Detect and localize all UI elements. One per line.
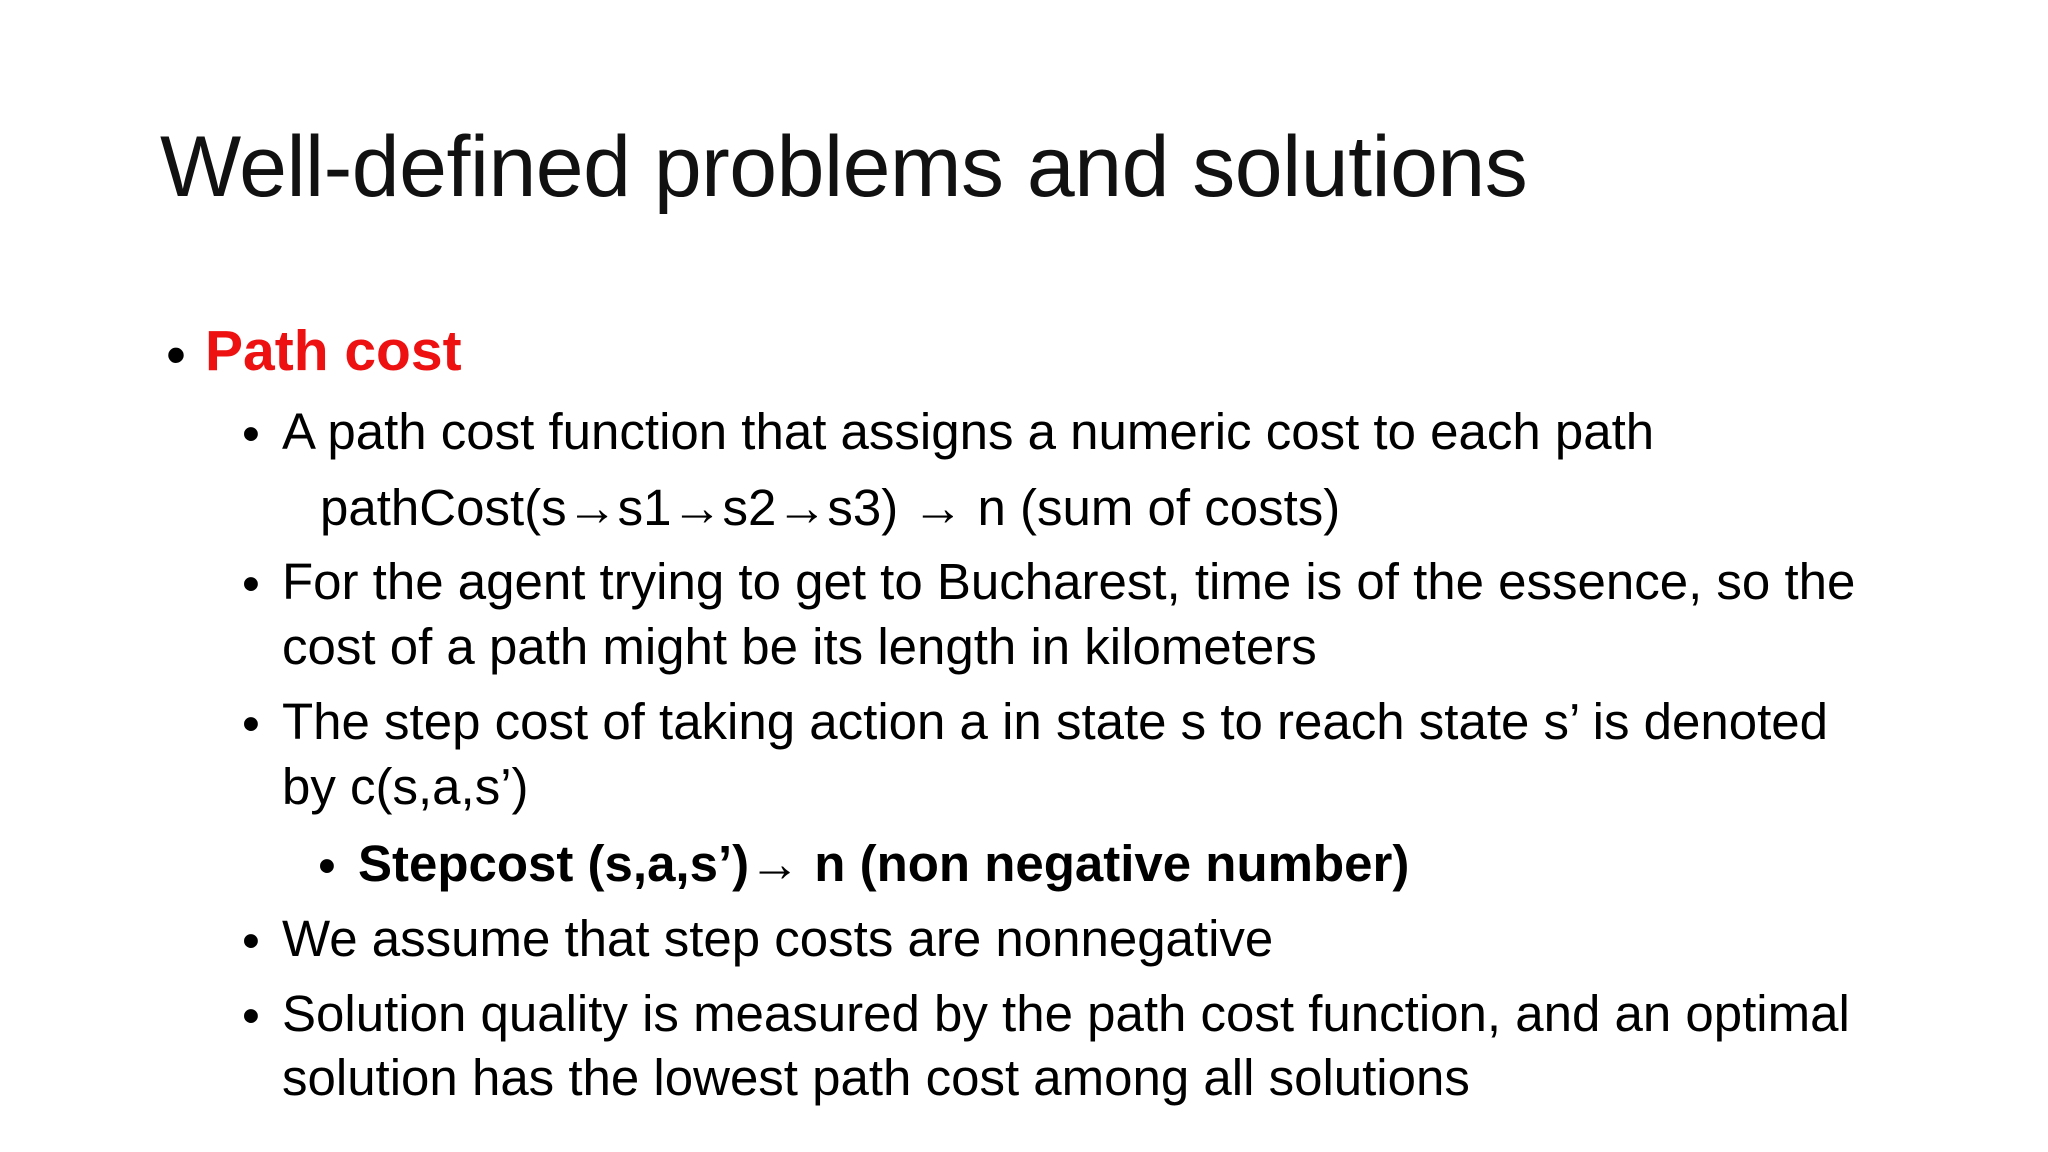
bullet-icon: •	[166, 323, 186, 387]
list-item-text-continued: by c(s,a,s’)	[282, 758, 529, 815]
list-item-text-continued: cost of a path might be its length in kilometers	[282, 618, 1317, 675]
section-heading: Path cost	[205, 319, 462, 383]
list-item-text: A path cost function that assigns a numeric cost to each path	[282, 403, 1655, 460]
list-item-text: Solution quality is measured by the path cost function, and an optimal	[282, 985, 1850, 1042]
bullet-icon: •	[242, 405, 260, 462]
list-item-text-continued: solution has the lowest path cost among all solutions	[282, 1049, 1470, 1106]
list-item-text: We assume that step costs are nonnegative	[282, 910, 1274, 967]
bullet-icon: •	[242, 695, 260, 752]
bullet-icon: •	[242, 555, 260, 612]
slide-title: Well-defined problems and solutions	[160, 119, 1528, 215]
list-item-text: For the agent trying to get to Bucharest, time is of the essence, so the	[282, 553, 1856, 610]
list-item-text: The step cost of taking action a in state s to reach state s’ is denoted	[282, 693, 1828, 750]
sub-list-item-text: Stepcost (s,a,s’)→ n (non negative number)	[358, 835, 1410, 892]
bullet-icon: •	[242, 987, 260, 1044]
formula-text: pathCost(s→s1→s2→s3) → n (sum of costs)	[320, 479, 1341, 536]
bullet-icon: •	[242, 912, 260, 969]
bullet-icon: •	[318, 837, 336, 894]
